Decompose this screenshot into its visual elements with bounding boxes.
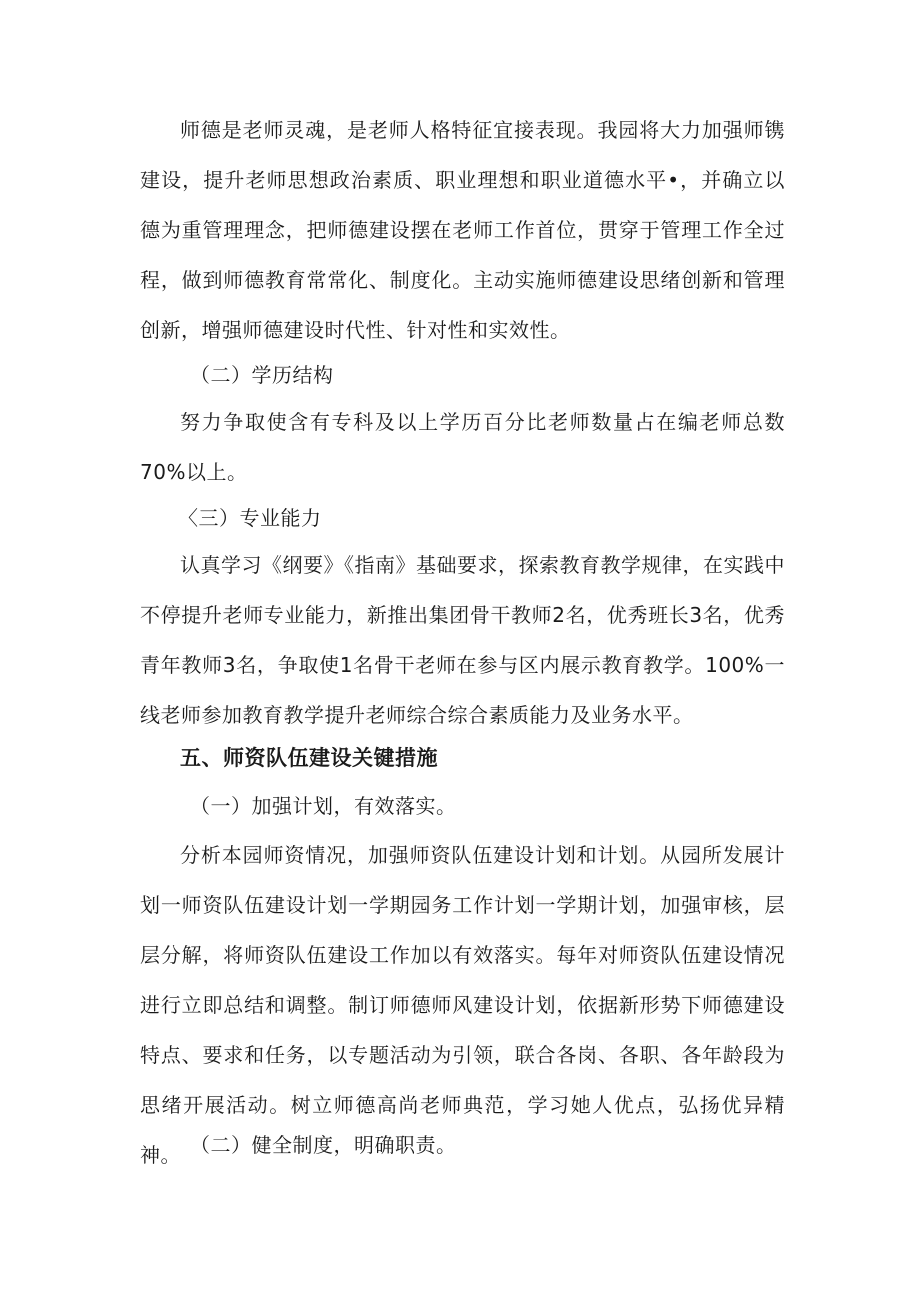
paragraph-education-structure: 努力争取使含有专科及以上学历百分比老师数量占在编老师总数70%以上。 — [140, 410, 785, 484]
paragraph-strengthen-plan: 分析本园师资情况，加强师资队伍建设计划和计划。从园所发展计划一师资队伍建设计划一学期园务工作计划一学期计划，加强审核，层层分解，将师资队伍建设工作加以有效落实。每年对师资队伍建设情况进行立即总结和调整。制订师德师风建设计划，依据新形势下师德建设特点、要求和任务，以专题活动为引领，联合各岗、各职、各年龄段为思绪开展活动。树立师德高尚老师典范，学习她人优点，弘扬优异精神。 — [140, 843, 785, 1167]
heading-professional-ability: 〈三）专业能力 — [178, 506, 322, 530]
heading-improve-system: （二）健全制度，明确职责。 — [190, 1133, 457, 1157]
heading-education-structure: （二）学历结构 — [190, 363, 334, 387]
paragraph-teacher-ethics: 师德是老师灵魂，是老师人格特征宜接表现。我园将大力加强师镌建设，提升老师思想政治素质、职业理想和职业道德水平•，并确立以德为重管理理念，把师德建设摆在老师工作首位，贯穿于管理工作全过程，做到师德教育常常化、制度化。主动实施师德建设思绪创新和管理创新，增强师德建设时代性、针对性和实效性。 — [140, 118, 785, 342]
heading-strengthen-plan: （一）加强计划，有效落实。 — [190, 794, 457, 818]
paragraph-professional-ability: 认真学习《纲要》《指南》基础要求，探索教育教学规律，在实践中不停提升老师专业能力，新推出集团骨干教师2名，优秀班长3名，优秀青年教师3名，争取使1名骨干老师在参与区内展示教育教学。100%一线老师参加教育教学提升老师综合综合素质能力及业务水平。 — [140, 553, 785, 727]
section-title-key-measures: 五、师资队伍建设关键措施 — [180, 746, 438, 770]
